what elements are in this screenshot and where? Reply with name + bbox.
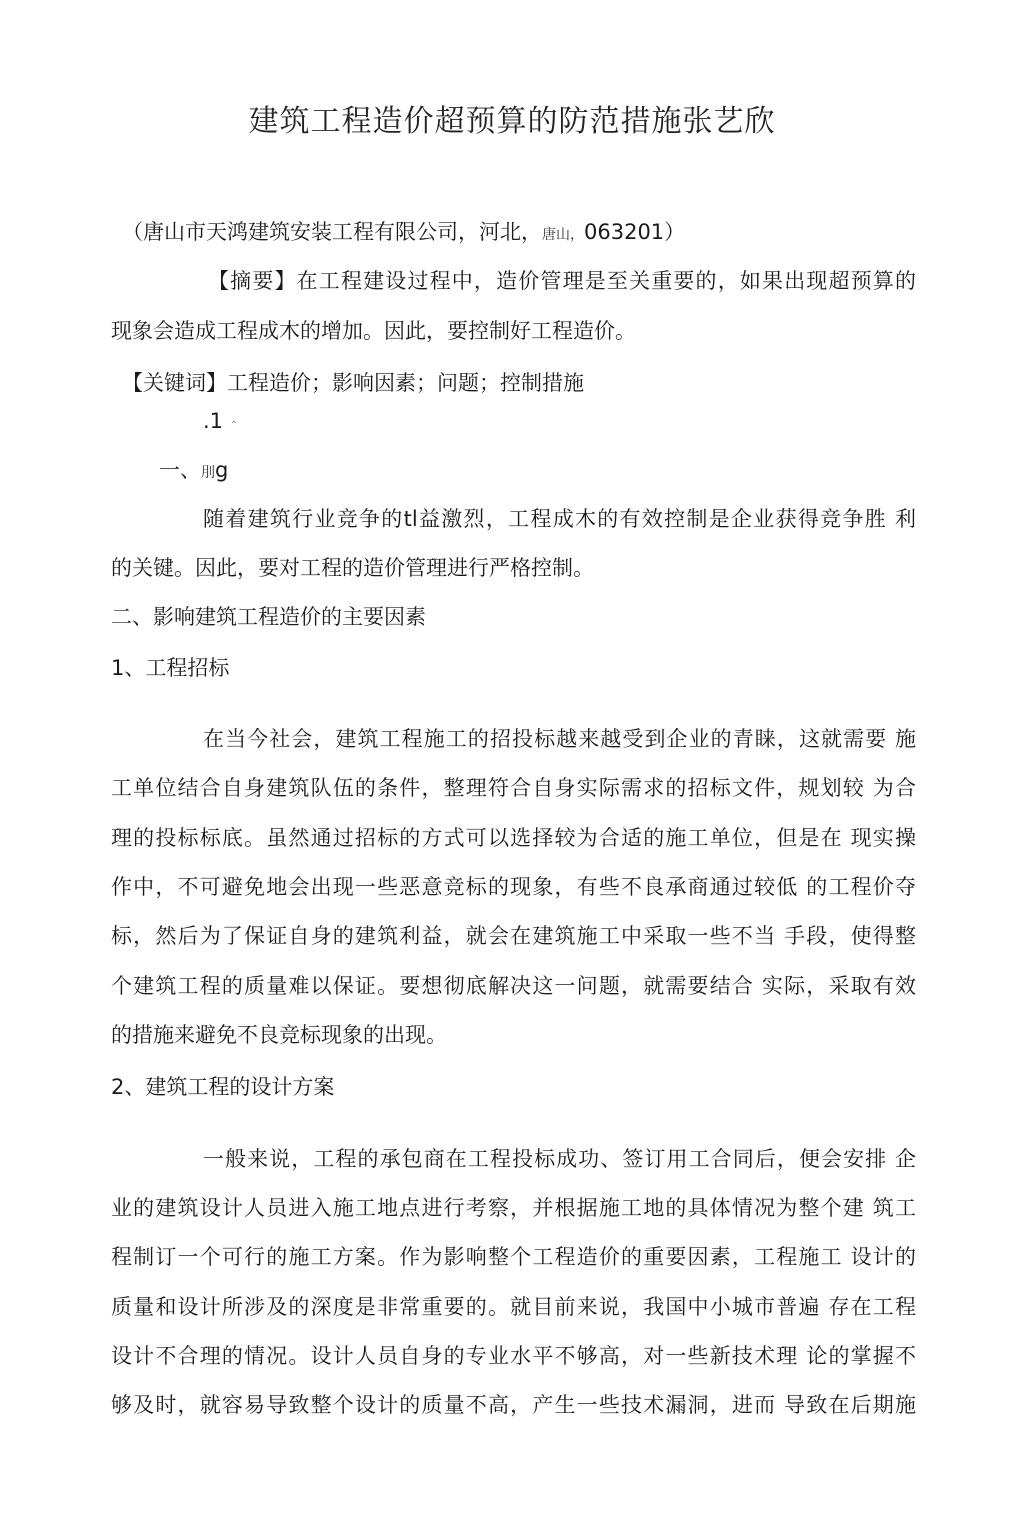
subsection-2-line-2: 业的建筑设计人员进入施工地点进行考察，并根据施工地的具体情况为整个建 筑工	[111, 1196, 916, 1220]
section-1-line-2: 的关键。因此，要对工程的造价管理进行严格控制。	[111, 556, 594, 580]
section-1-title-suffix: g	[215, 458, 229, 482]
stray-mark	[203, 406, 1008, 441]
subsection-2-line-6: 够及时，就容易导致整个设计的质量不高，产生一些技术漏洞，进而 导致在后期施	[111, 1393, 916, 1417]
subsection-1-line-5: 标，然后为了保证自身的建筑利益，就会在建筑施工中采取一些不当 手段，使得整	[111, 924, 916, 948]
section-1-line-1: 随着建筑行业竞争的tl益激烈，工程成木的有效控制是企业获得竞争胜 利	[203, 507, 916, 531]
document-title: 建筑工程造价超预算的防范措施张艺欣	[248, 104, 776, 139]
stray-mark-text: .1	[203, 409, 224, 433]
section-1-number: 一、	[159, 458, 201, 482]
section-1-heading	[159, 455, 964, 488]
stray-mark-glyph: ⌃	[229, 420, 239, 431]
abstract-line-1: 【摘要】在工程建设过程中，造价管理是至关重要的，如果出现超预算的	[208, 269, 916, 293]
subsection-1-line-3: 理的投标标底。虽然通过招标的方式可以选择较为合适的施工单位，但是在 现实操	[111, 826, 916, 850]
subsection-1-heading: 1、工程招标	[111, 656, 230, 680]
subsection-2-heading: 2、建筑工程的设计方案	[111, 1075, 335, 1099]
author-affiliation	[122, 217, 927, 250]
affiliation-prefix: （唐山市天鸿建筑安装工程有限公司，河北，	[122, 220, 542, 244]
subsection-2-line-3: 程制订一个可行的施工方案。作为影响整个工程造价的重要因素，工程施工 设计的	[111, 1245, 916, 1269]
affiliation-postcode: 063201）	[584, 220, 686, 244]
subsection-2-line-4: 质量和设计所涉及的深度是非常重要的。就目前来说，我国中小城市普遍 存在工程	[111, 1295, 916, 1319]
subsection-1-line-7: 的措施来避免不良竞标现象的出现。	[111, 1023, 447, 1047]
abstract-line-2: 现象会造成工程成木的增加。因此，要控制好工程造价。	[111, 319, 636, 343]
subsection-1-line-4: 作中，不可避免地会出现一些恶意竞标的现象，有些不良承商通过较低 的工程价夺	[111, 875, 916, 899]
subsection-2-line-1: 一般来说，工程的承包商在工程投标成功、签订用工合同后，便会安排 企	[203, 1147, 916, 1171]
subsection-1-line-2: 工单位结合自身建筑队伍的条件，整理符合自身实际需求的招标文件，规划较 为合	[111, 776, 916, 800]
section-1-title-small: 刖	[201, 465, 215, 481]
keywords: 【关键词】工程造价；影响因素；问题；控制措施	[122, 371, 584, 395]
subsection-2-line-5: 设计不合理的情况。设计人员自身的专业水平不够高，对一些新技术理 论的掌握不	[111, 1344, 916, 1368]
subsection-1-line-1: 在当今社会，建筑工程施工的招投标越来越受到企业的青睐，这就需要 施	[203, 727, 916, 751]
subsection-1-line-6: 个建筑工程的质量难以保证。要想彻底解决这一问题，就需要结合 实际，采取有效	[111, 974, 916, 998]
affiliation-city: 唐山，	[542, 227, 584, 243]
section-2-heading: 二、影响建筑工程造价的主要因素	[111, 605, 426, 629]
